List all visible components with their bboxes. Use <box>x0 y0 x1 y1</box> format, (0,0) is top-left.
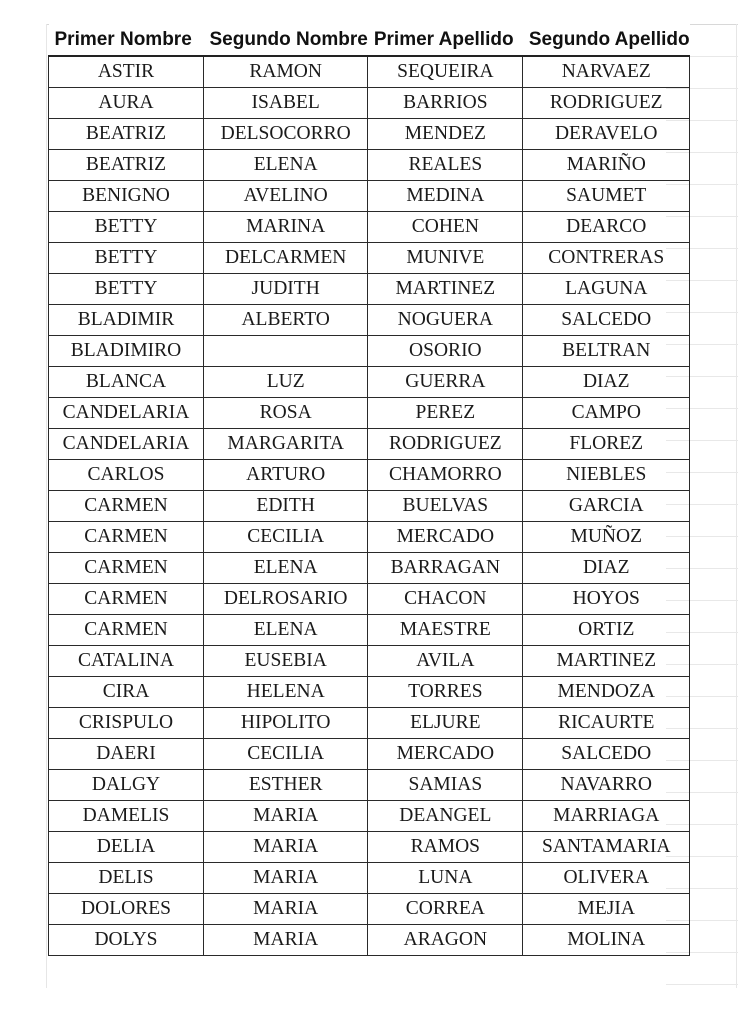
table-row <box>49 119 690 150</box>
row-gridline <box>666 984 738 985</box>
cell-primer-apellido[interactable]: MERCADO <box>368 522 523 553</box>
cell-primer-apellido[interactable]: AVILA <box>368 646 523 677</box>
cell-primer-apellido[interactable]: CHAMORRO <box>368 460 523 491</box>
cell-primer-nombre[interactable]: BLADIMIR <box>49 305 204 336</box>
table-row <box>49 88 690 119</box>
table-row <box>49 553 690 584</box>
cell-primer-nombre[interactable]: BEATRIZ <box>49 150 204 181</box>
cell-primer-nombre[interactable]: BLANCA <box>49 367 204 398</box>
cell-segundo-nombre[interactable]: DELCARMEN <box>204 243 368 274</box>
header-cell-segundo-nombre[interactable]: Segundo Nombre <box>204 24 368 56</box>
cell-primer-apellido[interactable]: TORRES <box>368 677 523 708</box>
cell-segundo-nombre[interactable]: ELENA <box>204 150 368 181</box>
names-table <box>48 24 690 956</box>
cell-segundo-nombre[interactable]: ELENA <box>204 615 368 646</box>
cell-primer-nombre[interactable]: BETTY <box>49 212 204 243</box>
table-row <box>49 150 690 181</box>
table-body <box>49 56 690 956</box>
column-gridline <box>46 24 47 988</box>
cell-segundo-apellido[interactable]: FLOREZ <box>523 429 690 460</box>
cell-primer-apellido[interactable]: ELJURE <box>368 708 523 739</box>
table-row <box>49 336 690 367</box>
table-row <box>49 646 690 677</box>
cell-primer-apellido[interactable]: MARTINEZ <box>368 274 523 305</box>
cell-segundo-nombre[interactable]: HELENA <box>204 677 368 708</box>
table-row <box>49 305 690 336</box>
cell-primer-apellido[interactable]: SEQUEIRA <box>368 56 523 88</box>
cell-primer-nombre[interactable]: DELIS <box>49 863 204 894</box>
header-cell-primer-nombre[interactable]: Primer Nombre <box>49 24 204 56</box>
cell-segundo-apellido[interactable]: NAVARRO <box>523 770 690 801</box>
cell-segundo-nombre[interactable]: ISABEL <box>204 88 368 119</box>
cell-primer-nombre[interactable]: CANDELARIA <box>49 398 204 429</box>
cell-segundo-apellido[interactable]: LAGUNA <box>523 274 690 305</box>
cell-primer-nombre[interactable]: BETTY <box>49 274 204 305</box>
cell-segundo-apellido[interactable]: MARTINEZ <box>523 646 690 677</box>
cell-segundo-apellido[interactable]: MEJIA <box>523 894 690 925</box>
cell-primer-apellido[interactable]: MENDEZ <box>368 119 523 150</box>
cell-primer-nombre[interactable]: DALGY <box>49 770 204 801</box>
cell-segundo-nombre[interactable]: EDITH <box>204 491 368 522</box>
cell-segundo-nombre[interactable]: AVELINO <box>204 181 368 212</box>
table-row <box>49 398 690 429</box>
table-row <box>49 801 690 832</box>
cell-segundo-nombre[interactable]: ARTURO <box>204 460 368 491</box>
cell-segundo-apellido[interactable]: NARVAEZ <box>523 56 690 88</box>
cell-segundo-apellido[interactable]: ORTIZ <box>523 615 690 646</box>
cell-segundo-apellido[interactable]: RODRIGUEZ <box>523 88 690 119</box>
cell-segundo-apellido[interactable]: DIAZ <box>523 367 690 398</box>
cell-primer-nombre[interactable]: DELIA <box>49 832 204 863</box>
cell-segundo-nombre[interactable]: ALBERTO <box>204 305 368 336</box>
cell-segundo-apellido[interactable]: CAMPO <box>523 398 690 429</box>
cell-segundo-nombre[interactable]: MARIA <box>204 863 368 894</box>
cell-segundo-apellido[interactable]: MARIÑO <box>523 150 690 181</box>
cell-segundo-apellido[interactable]: GARCIA <box>523 491 690 522</box>
cell-segundo-apellido[interactable]: MUÑOZ <box>523 522 690 553</box>
cell-segundo-apellido[interactable]: SAUMET <box>523 181 690 212</box>
table-row <box>49 429 690 460</box>
table-row <box>49 863 690 894</box>
cell-segundo-apellido[interactable]: DEARCO <box>523 212 690 243</box>
cell-primer-nombre[interactable]: DOLORES <box>49 894 204 925</box>
table-row <box>49 925 690 956</box>
cell-primer-apellido[interactable]: GUERRA <box>368 367 523 398</box>
table-row <box>49 274 690 305</box>
cell-segundo-nombre[interactable]: CECILIA <box>204 739 368 770</box>
table-row <box>49 181 690 212</box>
cell-segundo-apellido[interactable]: SALCEDO <box>523 739 690 770</box>
cell-primer-apellido[interactable]: MERCADO <box>368 739 523 770</box>
cell-primer-apellido[interactable]: REALES <box>368 150 523 181</box>
table-row <box>49 56 690 88</box>
cell-segundo-nombre[interactable]: MARIA <box>204 925 368 956</box>
cell-primer-apellido[interactable]: PEREZ <box>368 398 523 429</box>
cell-primer-nombre[interactable]: CARMEN <box>49 522 204 553</box>
table-row <box>49 460 690 491</box>
table-row <box>49 894 690 925</box>
cell-segundo-nombre[interactable]: RAMON <box>204 56 368 88</box>
table-row <box>49 584 690 615</box>
cell-primer-apellido[interactable]: ARAGON <box>368 925 523 956</box>
cell-primer-nombre[interactable]: CARMEN <box>49 553 204 584</box>
cell-primer-nombre[interactable]: AURA <box>49 88 204 119</box>
cell-primer-apellido[interactable]: MUNIVE <box>368 243 523 274</box>
cell-primer-apellido[interactable]: NOGUERA <box>368 305 523 336</box>
cell-segundo-nombre[interactable]: DELROSARIO <box>204 584 368 615</box>
cell-segundo-apellido[interactable]: BELTRAN <box>523 336 690 367</box>
cell-primer-apellido[interactable]: BARRIOS <box>368 88 523 119</box>
cell-primer-nombre[interactable]: CIRA <box>49 677 204 708</box>
cell-segundo-nombre[interactable]: MARIA <box>204 801 368 832</box>
cell-segundo-nombre[interactable]: ESTHER <box>204 770 368 801</box>
cell-primer-nombre[interactable]: BEATRIZ <box>49 119 204 150</box>
cell-segundo-apellido[interactable]: NIEBLES <box>523 460 690 491</box>
cell-primer-nombre[interactable]: CARLOS <box>49 460 204 491</box>
table-row <box>49 367 690 398</box>
table-row <box>49 739 690 770</box>
cell-segundo-nombre[interactable]: MARIA <box>204 894 368 925</box>
cell-segundo-apellido[interactable]: DERAVELO <box>523 119 690 150</box>
table-row <box>49 832 690 863</box>
cell-segundo-apellido[interactable]: CONTRERAS <box>523 243 690 274</box>
cell-primer-apellido[interactable]: OSORIO <box>368 336 523 367</box>
cell-segundo-nombre[interactable]: MARINA <box>204 212 368 243</box>
cell-segundo-apellido[interactable]: MENDOZA <box>523 677 690 708</box>
cell-segundo-nombre[interactable]: EUSEBIA <box>204 646 368 677</box>
cell-primer-apellido[interactable]: BUELVAS <box>368 491 523 522</box>
table-row <box>49 212 690 243</box>
table-row <box>49 770 690 801</box>
cell-primer-apellido[interactable]: BARRAGAN <box>368 553 523 584</box>
cell-segundo-apellido[interactable]: OLIVERA <box>523 863 690 894</box>
cell-segundo-nombre[interactable]: DELSOCORRO <box>204 119 368 150</box>
cell-segundo-nombre[interactable]: HIPOLITO <box>204 708 368 739</box>
cell-segundo-apellido[interactable]: SANTAMARIA <box>523 832 690 863</box>
cell-primer-nombre[interactable]: DAMELIS <box>49 801 204 832</box>
cell-primer-apellido[interactable]: CHACON <box>368 584 523 615</box>
table-row <box>49 677 690 708</box>
cell-primer-nombre[interactable]: CRISPULO <box>49 708 204 739</box>
cell-primer-nombre[interactable]: DAERI <box>49 739 204 770</box>
cell-segundo-apellido[interactable]: SALCEDO <box>523 305 690 336</box>
cell-segundo-nombre[interactable]: JUDITH <box>204 274 368 305</box>
table-row <box>49 708 690 739</box>
cell-primer-nombre[interactable]: BETTY <box>49 243 204 274</box>
cell-primer-nombre[interactable]: DOLYS <box>49 925 204 956</box>
cell-primer-apellido[interactable]: RAMOS <box>368 832 523 863</box>
cell-segundo-apellido[interactable]: DIAZ <box>523 553 690 584</box>
cell-segundo-apellido[interactable]: RICAURTE <box>523 708 690 739</box>
cell-primer-apellido[interactable]: SAMIAS <box>368 770 523 801</box>
cell-primer-apellido[interactable]: RODRIGUEZ <box>368 429 523 460</box>
table-row <box>49 491 690 522</box>
header-cell-segundo-apellido[interactable]: Segundo Apellido <box>523 24 690 56</box>
cell-primer-nombre[interactable]: CANDELARIA <box>49 429 204 460</box>
cell-primer-nombre[interactable]: CATALINA <box>49 646 204 677</box>
cell-primer-apellido[interactable]: CORREA <box>368 894 523 925</box>
cell-segundo-apellido[interactable]: MARRIAGA <box>523 801 690 832</box>
table-row <box>49 615 690 646</box>
cell-primer-nombre[interactable]: CARMEN <box>49 491 204 522</box>
cell-primer-nombre[interactable]: BENIGNO <box>49 181 204 212</box>
header-cell-primer-apellido[interactable]: Primer Apellido <box>368 24 523 56</box>
cell-segundo-nombre[interactable]: ELENA <box>204 553 368 584</box>
cell-segundo-nombre[interactable]: ROSA <box>204 398 368 429</box>
cell-primer-nombre[interactable]: ASTIR <box>49 56 204 88</box>
cell-segundo-nombre[interactable]: MARIA <box>204 832 368 863</box>
cell-segundo-apellido[interactable]: HOYOS <box>523 584 690 615</box>
cell-segundo-nombre[interactable] <box>204 336 368 367</box>
header-row <box>49 24 690 56</box>
column-gridline <box>736 24 737 988</box>
table-row <box>49 243 690 274</box>
cell-primer-nombre[interactable]: CARMEN <box>49 615 204 646</box>
cell-primer-apellido[interactable]: MEDINA <box>368 181 523 212</box>
cell-primer-nombre[interactable]: BLADIMIRO <box>49 336 204 367</box>
cell-primer-apellido[interactable]: DEANGEL <box>368 801 523 832</box>
cell-segundo-nombre[interactable]: CECILIA <box>204 522 368 553</box>
cell-primer-apellido[interactable]: LUNA <box>368 863 523 894</box>
cell-segundo-apellido[interactable]: MOLINA <box>523 925 690 956</box>
cell-segundo-nombre[interactable]: MARGARITA <box>204 429 368 460</box>
cell-primer-nombre[interactable]: CARMEN <box>49 584 204 615</box>
cell-primer-apellido[interactable]: COHEN <box>368 212 523 243</box>
cell-primer-apellido[interactable]: MAESTRE <box>368 615 523 646</box>
cell-segundo-nombre[interactable]: LUZ <box>204 367 368 398</box>
table-row <box>49 522 690 553</box>
